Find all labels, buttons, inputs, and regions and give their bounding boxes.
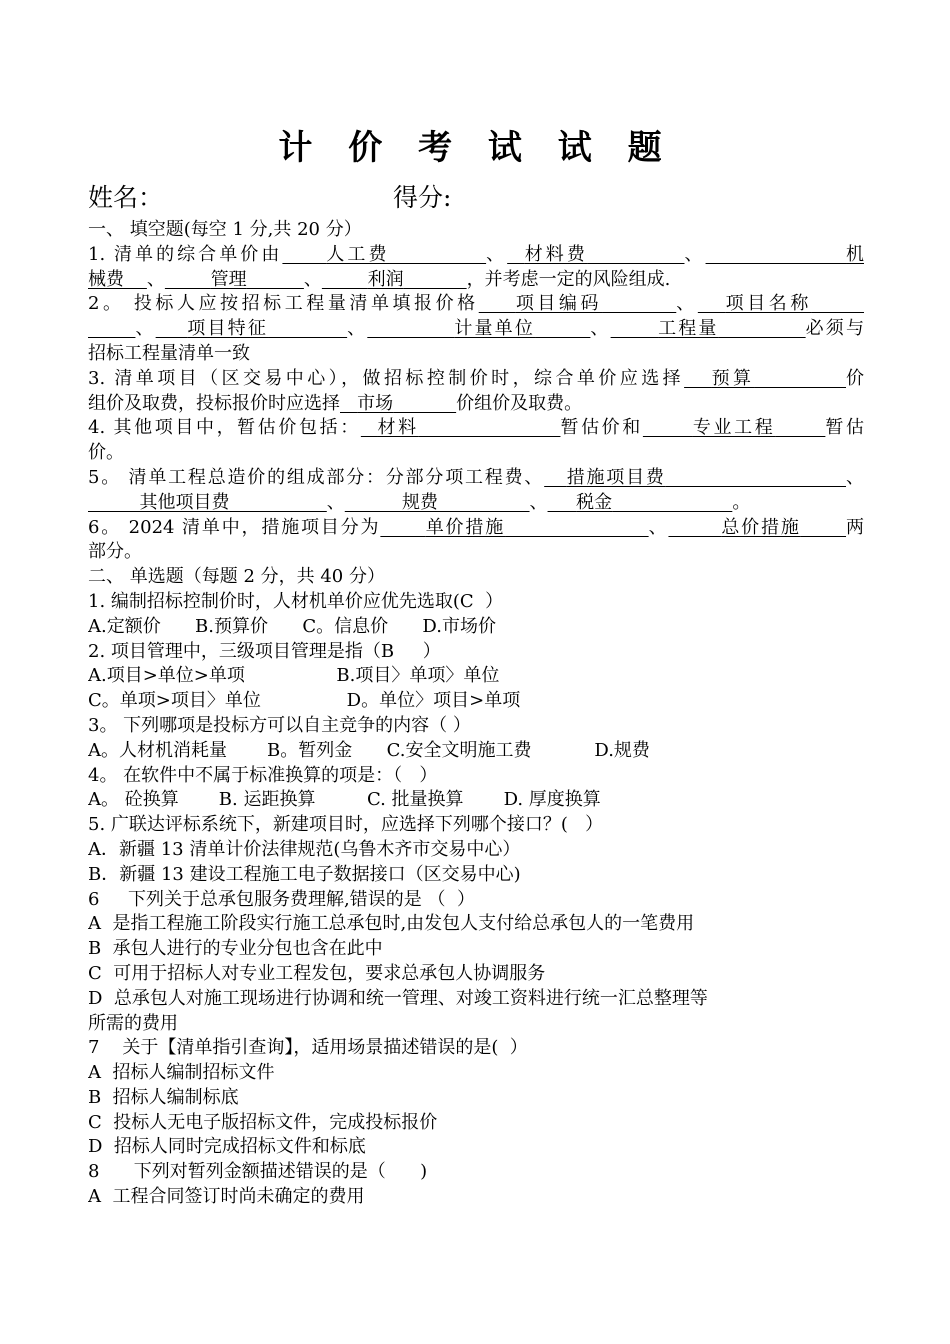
section2-line: A 工程合同签订时尚未确定的费用	[88, 1186, 365, 1208]
q1-answer-3b: 械费	[88, 268, 124, 290]
q1-answer-2: 材料费	[524, 243, 588, 265]
name-score-row	[88, 178, 864, 218]
section2-lines	[88, 590, 864, 1210]
page-title: 计 价 考 试 试 题	[278, 128, 674, 168]
q3-answer-2: 市场	[357, 392, 394, 414]
section2-line: A.定额价 B.预算价 C。信息价 D.市场价	[88, 615, 496, 637]
q4-lead: 4. 其他项目中，暂估价包括：	[88, 417, 361, 439]
q2-answer-4: 计量单位	[454, 318, 536, 340]
section2-line: 8 下列对暂列金额描述错误的是（ )	[88, 1161, 428, 1183]
section2-heading: 二、 单选题（每题 2 分，共 40 分）	[88, 566, 385, 588]
q5-tail: 。	[732, 491, 751, 513]
section2-line: D 招标人同时完成招标文件和标底	[88, 1136, 366, 1158]
section2-line: B 承包人进行的专业分包也含在此中	[88, 938, 383, 960]
q2-answer-5: 工程量	[658, 318, 719, 340]
section2-line: B 招标人编制标底	[88, 1086, 239, 1108]
q4-answer-2: 专业工程	[692, 417, 776, 439]
q2-answer-2: 项目名称	[725, 293, 812, 315]
section2-line: A。人材机消耗量 B。暂列金 C.安全文明施工费 D.规费	[88, 739, 650, 761]
section2-line: 2. 项目管理中，三级项目管理是指（B ）	[88, 640, 441, 662]
q5-answer-1: 措施项目费	[566, 466, 666, 488]
q4-mid: 暂估价和	[560, 417, 643, 439]
section2-line: C 可用于招标人对专业工程发包，要求总承包人协调服务	[88, 962, 546, 984]
section1-heading: 一、 填空题(每空 1 分,共 20 分）	[88, 219, 362, 240]
section2-line: A．新疆 13 清单计价法律规范(乌鲁木齐市交易中心）	[88, 838, 521, 860]
q5-answer-2: 其他项目费	[139, 491, 230, 513]
q5-lead: 5。 清单工程总造价的组成部分：分部分项工程费、	[88, 466, 545, 488]
q6-answer-2: 总价措施	[721, 516, 801, 538]
q3-tail: 价组价及取费。	[456, 392, 583, 414]
section2-line: B．新疆 13 建设工程施工电子数据接口（区交易中心)	[88, 863, 521, 885]
q2-line3: 招标工程量清单一致	[88, 342, 250, 364]
q6-line2: 部分。	[88, 541, 142, 563]
q5-line1: 5。 清单工程总造价的组成部分：分部分项工程费、 措施项目费 、	[88, 466, 864, 488]
q1-lead: 1. 清单的综合单价由	[88, 243, 283, 265]
q6-answer-1: 单价措施	[425, 516, 506, 538]
q1-answer-3a: 机	[846, 243, 864, 265]
q3-line2	[88, 392, 864, 417]
q6-tail-1: 两	[846, 516, 864, 538]
q4-answer-1: 材料	[377, 417, 419, 439]
q2-answer-1: 项目编码	[515, 293, 603, 315]
name-label: 姓名：	[88, 183, 164, 212]
section2-line: C。单项>项目〉单位 D。单位〉项目>单项	[88, 690, 521, 712]
q3-line1	[88, 367, 864, 392]
section2-line: 所需的费用	[88, 1012, 178, 1034]
section2-line: 5. 广联达评标系统下，新建项目时，应选择下列哪个接口？( ）	[88, 814, 604, 836]
q5-answer-4: 税金	[576, 491, 613, 513]
q2-lead-text: 2。 投标人应按招标工程量清单填报价格	[88, 293, 479, 315]
q1-line1: 1. 清单的综合单价由 人工费 、 材料费 、 机	[88, 243, 864, 265]
exam-page	[88, 118, 864, 1210]
q1-answer-1: 人工费	[326, 243, 390, 265]
q3-mid-1: 价	[846, 367, 864, 389]
q1-line2: 械费 、 管理 、 利润 ，并考虑一定的风险组成.	[88, 268, 671, 290]
q2-answer-3: 项目特征	[187, 318, 269, 340]
q6-lead: 6。 2024 清单中，措施项目分为	[88, 516, 381, 538]
section2-line: 3。 下列哪项是投标方可以自主竞争的内容（ ）	[88, 714, 471, 736]
q3-answer-1: 预算	[711, 367, 755, 389]
q1-answer-4: 管理	[210, 268, 247, 290]
q1-answer-5: 利润	[367, 268, 404, 290]
section2-line: 6 下列关于总承包服务费理解,错误的是 （ ）	[88, 888, 475, 910]
q6-line1: 6。 2024 清单中，措施项目分为 单价措施 、 总价措施 两	[88, 516, 864, 538]
q1-tail: ，并考虑一定的风险组成.	[466, 268, 671, 290]
section2-line: 4。 在软件中不属于标准换算的项是：（ ）	[88, 764, 438, 786]
section2-line: A 是指工程施工阶段实行施工总承包时,由发包人支付给总承包人的一笔费用	[88, 913, 695, 935]
q5-line2: 其他项目费 、 规费 、 税金 。	[139, 491, 751, 513]
q3-mid-2: 组价及取费，投标报价时应选择	[88, 392, 340, 414]
q5-answer-3: 规费	[402, 491, 438, 513]
section2-line: 7 关于【清单指引查询】，适用场景描述错误的是( ）	[88, 1037, 528, 1059]
q2-line2: 、 项目特征 、 计量单位 、 工程量 必须与	[135, 318, 864, 340]
section2-line: A 招标人编制招标文件	[88, 1062, 275, 1084]
q4-tail-1: 暂估	[825, 417, 864, 439]
q4-line1	[88, 416, 864, 441]
section2-line: A。 砼换算 B. 运距换算 C. 批量换算 D. 厚度换算	[88, 789, 601, 811]
section2-line: D 总承包人对施工现场进行协调和统一管理、对竣工资料进行统一汇总整理等	[88, 987, 708, 1009]
score-label: 得分:	[393, 183, 452, 212]
section2-line: C 投标人无电子版招标文件，完成投标报价	[88, 1111, 438, 1133]
q2-line1: 2。 投标人应按招标工程量清单填报价格 项目编码 、 项目名称	[88, 293, 812, 315]
q2-tail-1: 必须与	[805, 318, 864, 340]
section2-line: 1. 编制招标控制价时，人材机单价应优先选取(C ）	[88, 590, 504, 612]
q3-lead: 3. 清单项目（区交易中心），做招标控制价时，综合单价应选择	[88, 367, 685, 389]
q4-line2: 价。	[88, 442, 124, 464]
section2-line: A.项目>单位>单项 B.项目〉单项〉单位	[88, 665, 500, 687]
